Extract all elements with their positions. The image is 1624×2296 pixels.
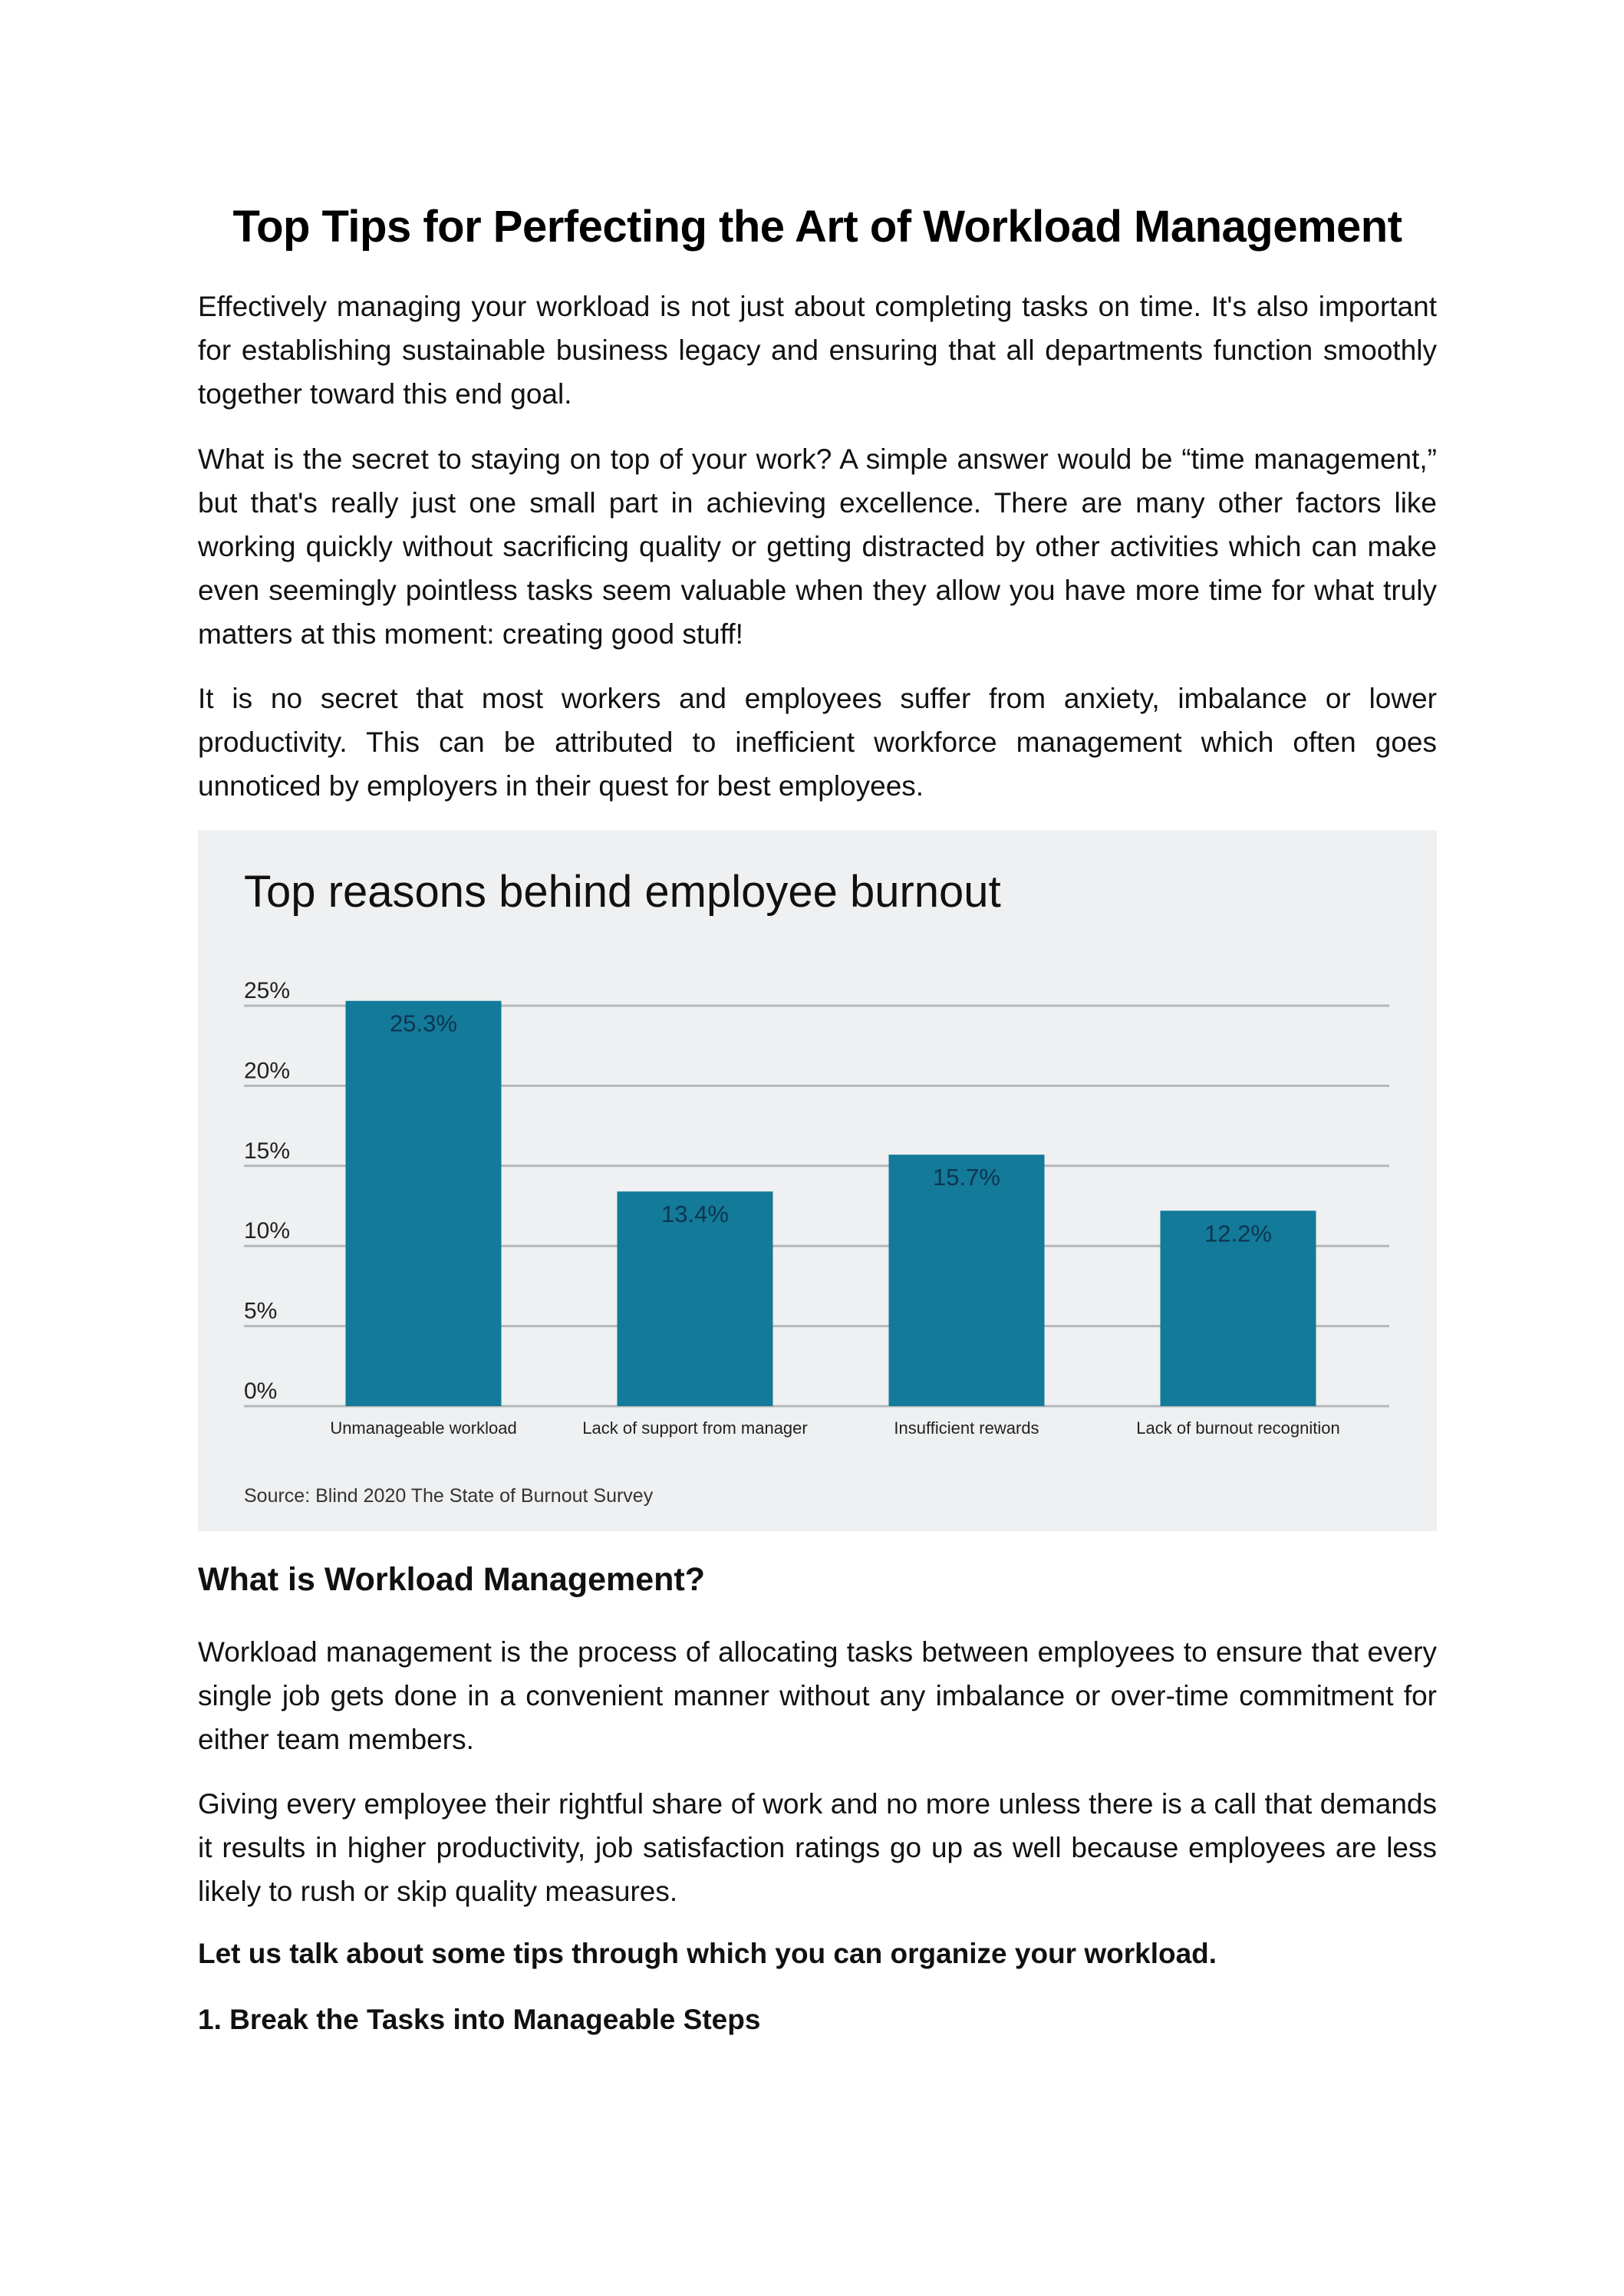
bar-data-label: 12.2% (1204, 1220, 1272, 1247)
intro-paragraph-2: What is the secret to staying on top of your work? A simple answer would be “time management,” but that's really just one small part in achieving excellence. There are many other factors like working quickly without sacrificing quality or getting distracted by other activities which can make even seemingly pointless tasks seem valuable when they allow you have more time for what truly matters at this moment: creating good stuff! (198, 443, 1437, 650)
intro-paragraph-1: Effectively managing your workload is not just about completing tasks on time. It's also important for establishing sustainable business legacy and ensuring that all departments function smoothly together toward this end goal. (198, 291, 1437, 410)
step-heading: 1. Break the Tasks into Manageable Steps (198, 2004, 761, 2035)
y-tick-label: 5% (244, 1298, 278, 1324)
chart-source: Source: Blind 2020 The State of Burnout Survey (244, 1485, 654, 1507)
intro-paragraph-3: It is no secret that most workers and employees suffer from anxiety, imbalance or lower productivity. This can be attributed to inefficient workforce management which often goes unnoticed by employers in their quest for best employees. (198, 683, 1437, 802)
x-category-label: Lack of burnout recognition (1136, 1418, 1340, 1438)
bar-data-label: 25.3% (390, 1010, 457, 1037)
section-heading: What is Workload Management? (198, 1561, 705, 1598)
section-paragraph-2: Giving every employee their rightful share of work and no more unless there is a call that demands it results in higher productivity, job satisfaction ratings go up as well because employees are less likely to rush or skip quality measures. (198, 1788, 1437, 1907)
section-paragraph-1: Workload management is the process of allocating tasks between employees to ensure that every single job gets done in a convenient manner without any imbalance or over-time commitment for either team members. (198, 1636, 1437, 1755)
chart-canvas (198, 830, 1437, 1531)
x-category-label: Unmanageable workload (330, 1418, 517, 1438)
bars (346, 1001, 1316, 1406)
y-tick-label: 15% (244, 1138, 291, 1164)
x-category-label: Insufficient rewards (894, 1418, 1039, 1438)
y-tick-label: 25% (244, 978, 291, 1003)
x-category-label: Lack of support from manager (582, 1418, 808, 1438)
y-tick-label: 0% (244, 1379, 278, 1404)
bar (346, 1001, 502, 1406)
tips-lead-in: Let us talk about some tips through which you can organize your workload. (198, 1938, 1217, 1969)
bar-data-label: 15.7% (933, 1164, 1000, 1191)
bar-data-label: 13.4% (661, 1201, 729, 1228)
burnout-bar-chart (198, 830, 1437, 1531)
document-title: Top Tips for Perfecting the Art of Workload Management (232, 202, 1402, 252)
bar (889, 1155, 1045, 1406)
y-tick-label: 10% (244, 1218, 291, 1244)
y-tick-label: 20% (244, 1058, 291, 1084)
chart-title: Top reasons behind employee burnout (244, 867, 1001, 917)
